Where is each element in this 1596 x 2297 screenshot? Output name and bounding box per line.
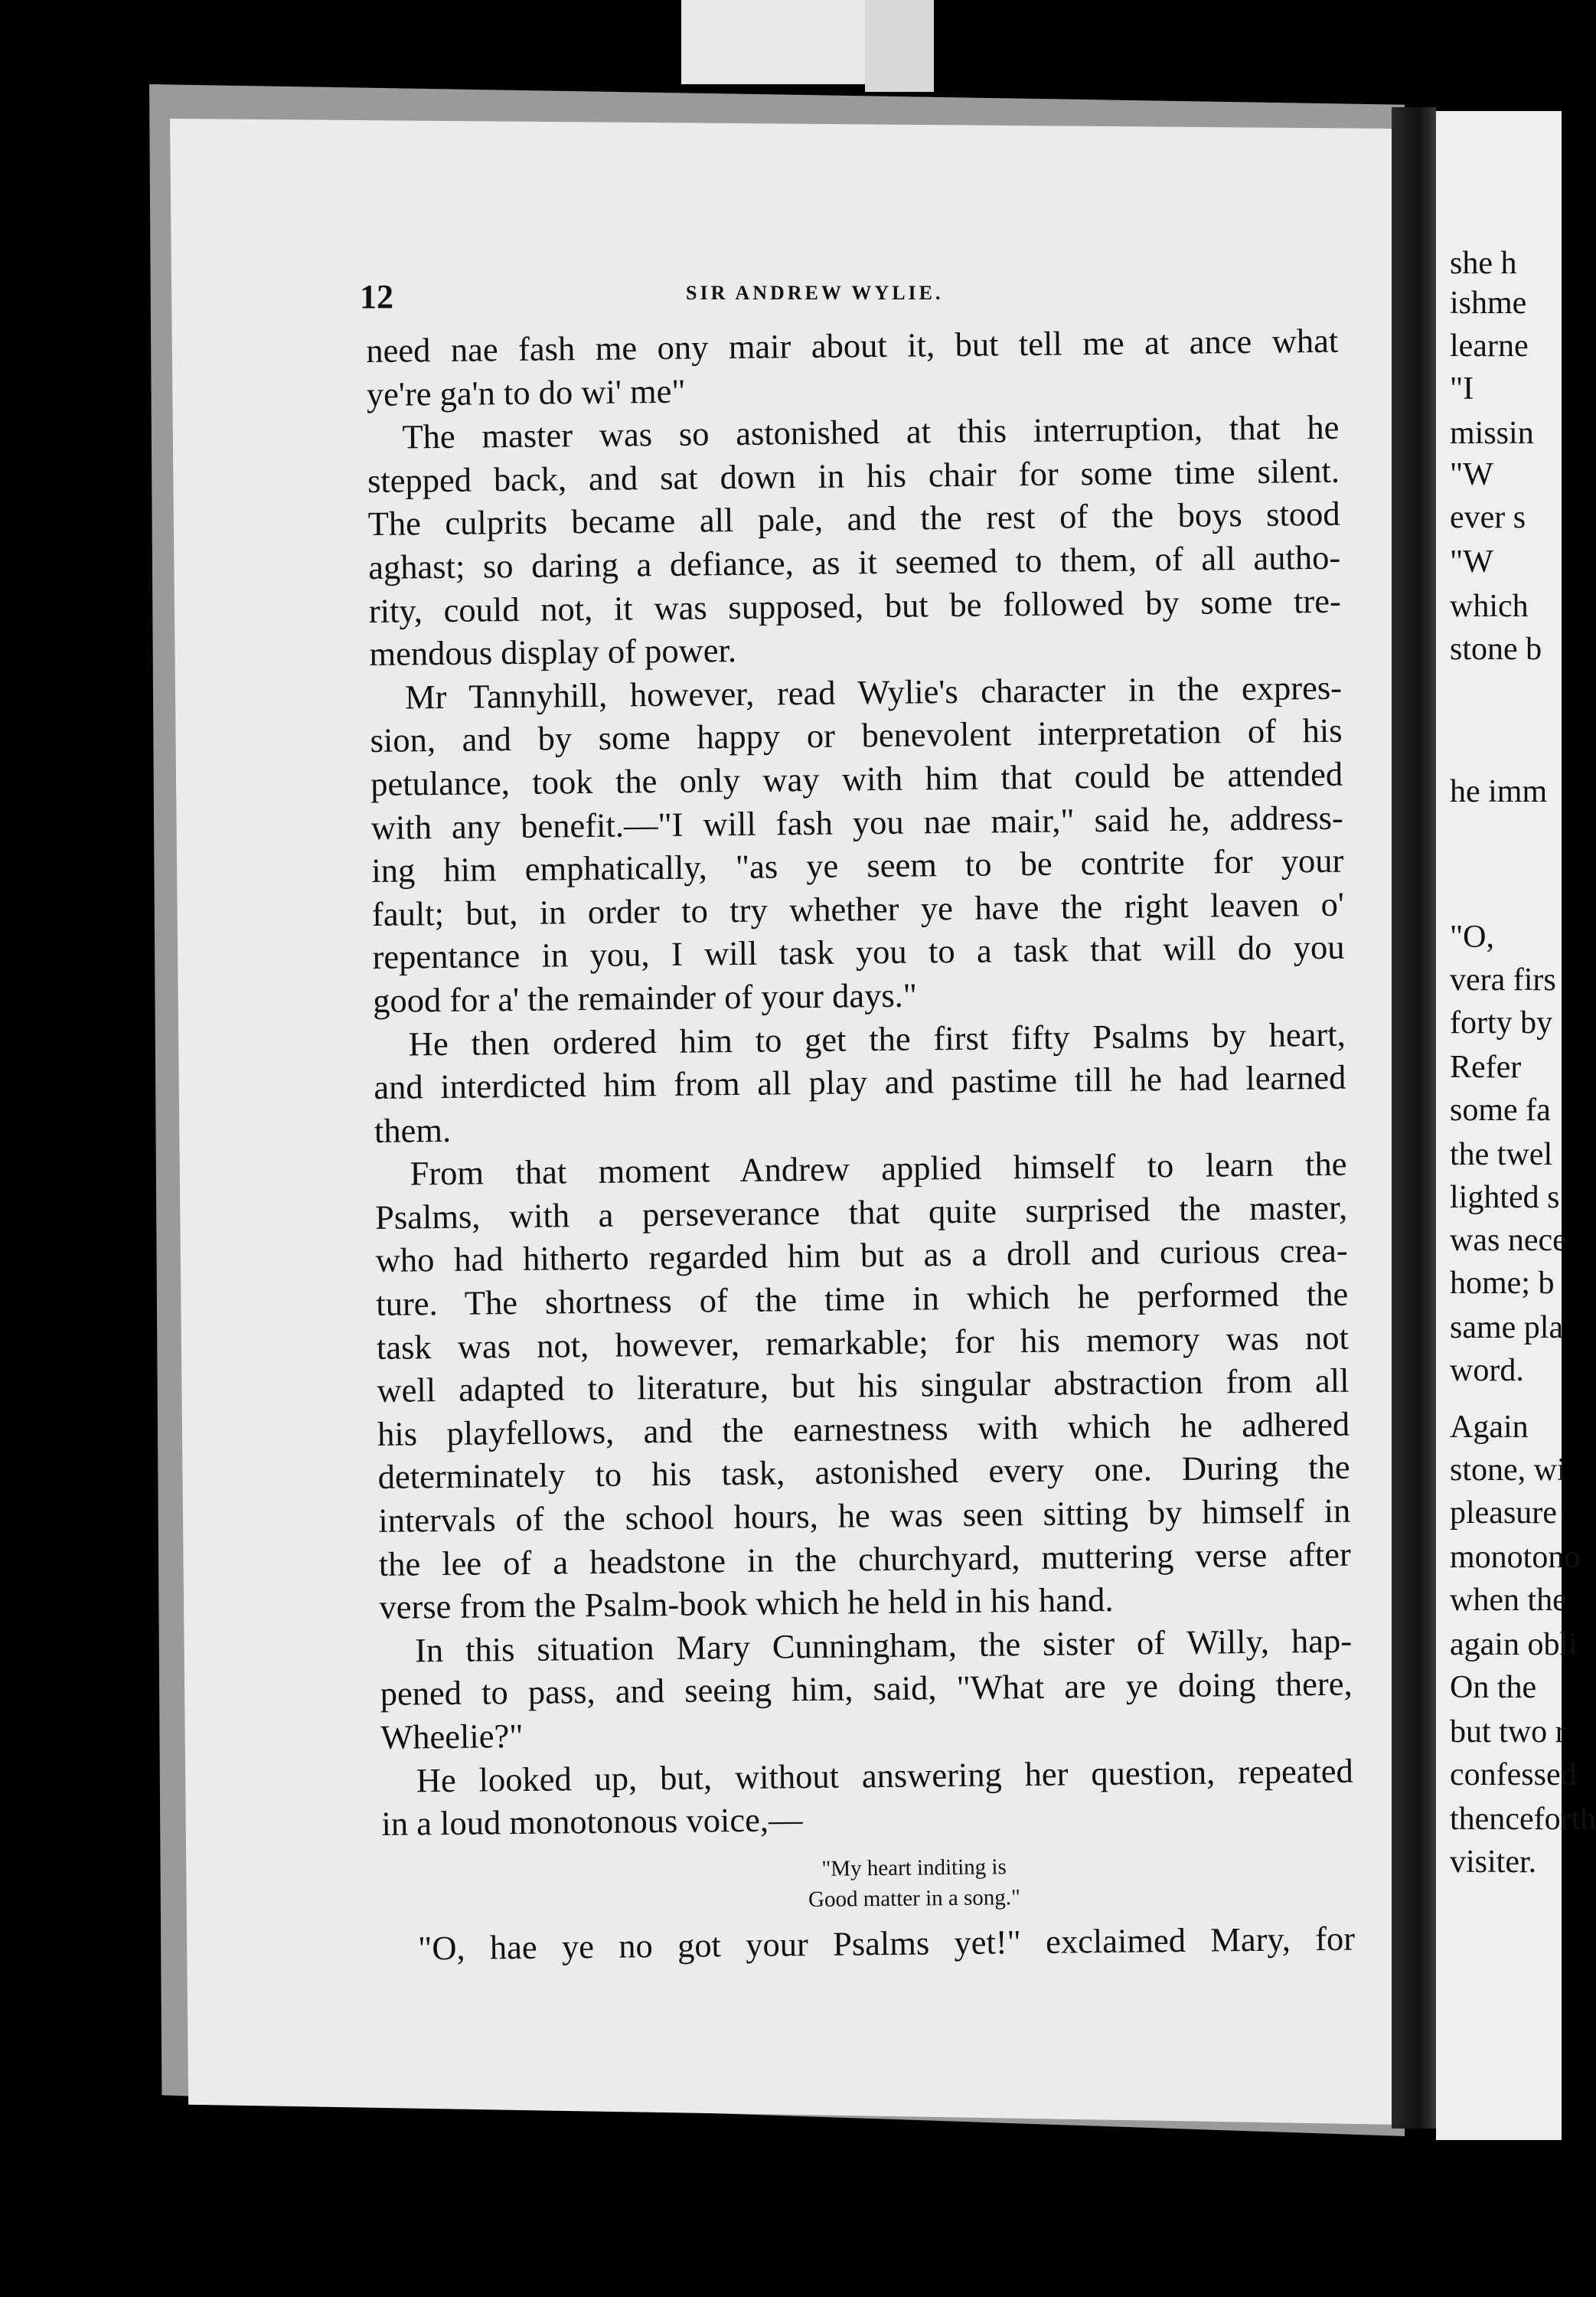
right-page-text-line: some fa: [1450, 1093, 1551, 1128]
right-page-text-line: forty by: [1450, 1005, 1553, 1041]
book-gutter: [1392, 107, 1436, 2129]
paper-tab-fold: [865, 0, 934, 92]
text-line: petulance, took the only way with him that could be attended: [370, 754, 1343, 803]
text-line: and interdicted him from all play and pastime till he had learned: [374, 1057, 1346, 1107]
right-page-text-line: stone b: [1450, 632, 1542, 667]
text-line: mendous display of power.: [369, 631, 737, 674]
text-line: The master was so astonished at this interruption, that he: [402, 407, 1340, 456]
right-page-text-line: missin: [1450, 416, 1534, 451]
right-page-text-line: but two r: [1450, 1714, 1566, 1750]
verse-line: Good matter in a song.": [808, 1884, 1021, 1912]
text-line: He looked up, but, without answering her question, repeated: [416, 1751, 1354, 1800]
right-page: [1436, 111, 1596, 2140]
text-line: repentance in you, I will task you to a task that will do you: [372, 927, 1345, 977]
right-page-text-line: confessed: [1450, 1757, 1577, 1792]
verse-line: "My heart inditing is: [821, 1854, 1007, 1881]
right-page-text-line: pleasure: [1450, 1495, 1557, 1531]
text-line: Psalms, with a perseverance that quite surprised the master,: [374, 1188, 1348, 1237]
text-line: The culprits became all pale, and the rest of the boys stood: [367, 495, 1340, 544]
text-line: need nae fash me ony mair about it, but tell me at ance what: [366, 321, 1339, 370]
right-page-text-line: he imm: [1450, 774, 1548, 809]
text-line: task was not, however, remarkable; for his memory was not: [376, 1318, 1350, 1367]
text-line: Wheelie?": [380, 1716, 524, 1756]
text-line: with any benefit.—"I will fash you nae mair," said he, address-: [370, 798, 1344, 847]
text-line: determinately to his task, astonished every one. During the: [377, 1448, 1350, 1497]
page-number: 12: [360, 278, 393, 315]
text-line: ing him emphatically, "as ye seem to be contrite for your: [371, 841, 1344, 890]
text-line: the lee of a headstone in the churchyard, muttering verse after: [378, 1534, 1352, 1583]
text-line: "O, hae ye no got your Psalms yet!" exclaimed Mary, for: [417, 1919, 1356, 1968]
text-line: well adapted to literature, but his singular abstraction from all: [377, 1361, 1350, 1410]
right-page-text-line: stone, wi: [1450, 1452, 1566, 1488]
text-line: sion, and by some happy or benevolent interpretation of his: [370, 711, 1343, 760]
right-page-text-line: word.: [1450, 1353, 1524, 1388]
right-page-text-line: learne: [1450, 328, 1529, 364]
right-page-text-line: On the: [1450, 1670, 1537, 1705]
right-page-text-line: home; b: [1450, 1266, 1555, 1301]
text-line: Mr Tannyhill, however, read Wylie's character in the expres-: [404, 668, 1343, 717]
right-page-text-line: the twel: [1450, 1137, 1553, 1172]
running-head: SIR ANDREW WYLIE.: [686, 282, 944, 304]
text-line: who had hitherto regarded him but as a droll and curious crea-: [375, 1231, 1348, 1280]
text-line: in a loud monotonous voice,—: [381, 1800, 803, 1844]
right-page-text-line: ishme: [1450, 286, 1527, 321]
right-page-text-line: visiter.: [1450, 1844, 1537, 1880]
text-line: verse from the Psalm-book which he held in his hand.: [379, 1580, 1114, 1627]
body-text: [366, 319, 1355, 1971]
text-line: pened to pass, and seeing him, said, "What are ye doing there,: [380, 1665, 1353, 1714]
right-page-text-line: vera firs: [1450, 962, 1556, 998]
right-page-text-line: Refer: [1450, 1050, 1522, 1085]
right-page-text-line: lighted s: [1450, 1180, 1560, 1215]
right-page-text-line: when the: [1450, 1583, 1567, 1618]
text-line: his playfellows, and the earnestness with which he adhered: [377, 1404, 1350, 1453]
text-line: He then ordered him to get the first fifty Psalms by heart,: [408, 1015, 1346, 1063]
verse-quote: [382, 1835, 1355, 1926]
text-line: good for a' the remainder of your days.": [372, 975, 918, 1020]
text-line: aghast; so daring a defiance, as it seemed to them, of all autho-: [367, 537, 1341, 587]
right-page-text-line: thenceforth: [1450, 1802, 1596, 1837]
right-page-text-line: which: [1450, 589, 1529, 624]
right-page-text-line: ever s: [1450, 500, 1526, 535]
text-line: stepped back, and sat down in his chair for some time silent.: [367, 451, 1340, 500]
right-page-text-line: "W: [1450, 457, 1493, 492]
right-page-text-line: "I: [1450, 371, 1474, 407]
right-page-text-line: she h: [1450, 246, 1517, 281]
right-page-text-line: monotono: [1450, 1540, 1581, 1575]
text-line: From that moment Andrew applied himself to learn the: [410, 1144, 1347, 1193]
right-page-text-line: was nece: [1450, 1223, 1567, 1258]
text-line: rity, could not, it was supposed, but be followed by some tre-: [368, 581, 1342, 630]
right-page-text-line: "W: [1450, 544, 1493, 580]
right-page-text-line: "O,: [1450, 920, 1494, 955]
text-line: ture. The shortness of the time in which he performed the: [376, 1274, 1349, 1323]
text-line: intervals of the school hours, he was seen sitting by himself in: [378, 1491, 1351, 1540]
text-line: ye're ga'n to do wi' me": [366, 371, 686, 413]
right-page-text-line: same pla: [1450, 1310, 1564, 1345]
right-page-text-line: again obli: [1450, 1627, 1578, 1662]
text-line: fault; but, in order to try whether ye have the right leaven o': [371, 884, 1345, 933]
text-line: In this situation Mary Cunningham, the sister of Willy, hap-: [414, 1621, 1353, 1670]
text-line: them.: [374, 1110, 452, 1150]
right-page-text-line: Again: [1450, 1410, 1529, 1445]
